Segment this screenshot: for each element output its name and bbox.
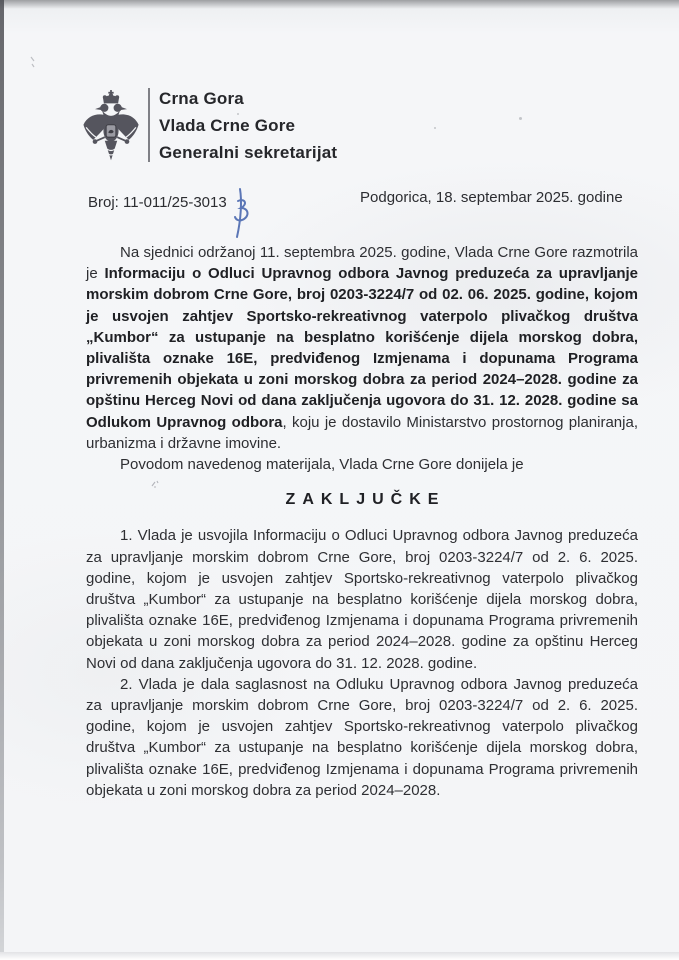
letterhead-line-secretariat: Generalni sekretarijat <box>159 143 338 162</box>
handwritten-mark-icon <box>228 187 252 243</box>
scan-speck <box>519 117 522 120</box>
montenegro-coat-of-arms-icon <box>79 85 143 168</box>
intro-paragraph: Na sjednici održanoj 11. septembra 2025. godine, Vlada Crne Gore razmotrila je Informaciju o Odluci Upravnog odbora Javnog preduzeća za upravljanje morskim dobrom Crne Gore, broj 0203-3224/7 od 02. 06. 2025. godine, kojom je usvojen zahtjev Sportsko-rekreativnog vaterpolo plivačkog društva „Kumbor“ za ustupanje na besplatno korišćenje dijela morskog dobra, plivališta oznake 16E, predviđenog Izmjenama i dopunama Programa privremenih objekata u zoni morskog dobra za period 2024–2028. godine za opštinu Herceg Novi od dana zaključenja ugovora do 31. 12. 2028. godine sa Odlukom Upravnog odbora, koju je dostavilo Ministarstvo prostornog planiranja, urbanizma i državne imovine. <box>86 244 638 452</box>
letterhead-line-country: Crna Gora <box>159 89 244 108</box>
document-body <box>86 242 638 801</box>
scan-shadow-bottom <box>0 952 679 960</box>
conclusion-item-1: 1. Vlada je usvojila Informaciju o Odluci Upravnog odbora Javnog preduzeća za upravljanje morskim dobrom Crne Gore, broj 0203-3224/7 od 2. 6. 2025. godine, kojom je usvojen zahtjev Sportsko-rekreativnog vaterpolo plivačkog društva „Kumbor“ za ustupanje na besplatno korišćenje dijela morskog dobra, plivališta oznake 16E, predviđenog Izmjenama i dopunama Programa privremenih objekata u zoni morskog dobra za period 2024–2028. godine za opštinu Herceg Novi od dana zaključenja ugovora do 31. 12. 2028. godine. <box>86 527 638 672</box>
scan-smudge <box>28 55 42 74</box>
scan-shadow-left <box>0 0 4 960</box>
conclusions-heading: ZAKLJUČKE <box>285 491 446 509</box>
letterhead <box>79 85 337 168</box>
scan-speck <box>434 127 436 129</box>
document-number: Broj: 11-011/25-3013 <box>88 194 227 211</box>
letterhead-text <box>159 85 337 166</box>
pencil-mark <box>150 476 162 494</box>
povodom-paragraph: Povodom navedenog materijala, Vlada Crne Gore donijela je <box>120 456 524 474</box>
letterhead-divider <box>148 88 150 162</box>
conclusion-item-2: 2. Vlada je dala saglasnost na Odluku Upravnog odbora Javnog preduzeća za upravljanje morskim dobrom Crne Gore, broj 0203-3224/7 od 2. 6. 2025. godine, kojom je usvojen zahtjev Sportsko-rekreativnog vaterpolo plivačkog društva „Kumbor“ za ustupanje na besplatno korišćenje dijela morskog dobra, plivališta oznake 16E, predviđenog Izmjenama i dopunama Programa privremenih objekata u zoni morskog dobra za period 2024–2028. <box>86 675 638 799</box>
place-and-date: Podgorica, 18. septembar 2025. godine <box>360 189 623 206</box>
scan-shadow-top <box>0 0 679 9</box>
letterhead-line-government: Vlada Crne Gore <box>159 116 296 135</box>
meta-row <box>88 189 636 239</box>
